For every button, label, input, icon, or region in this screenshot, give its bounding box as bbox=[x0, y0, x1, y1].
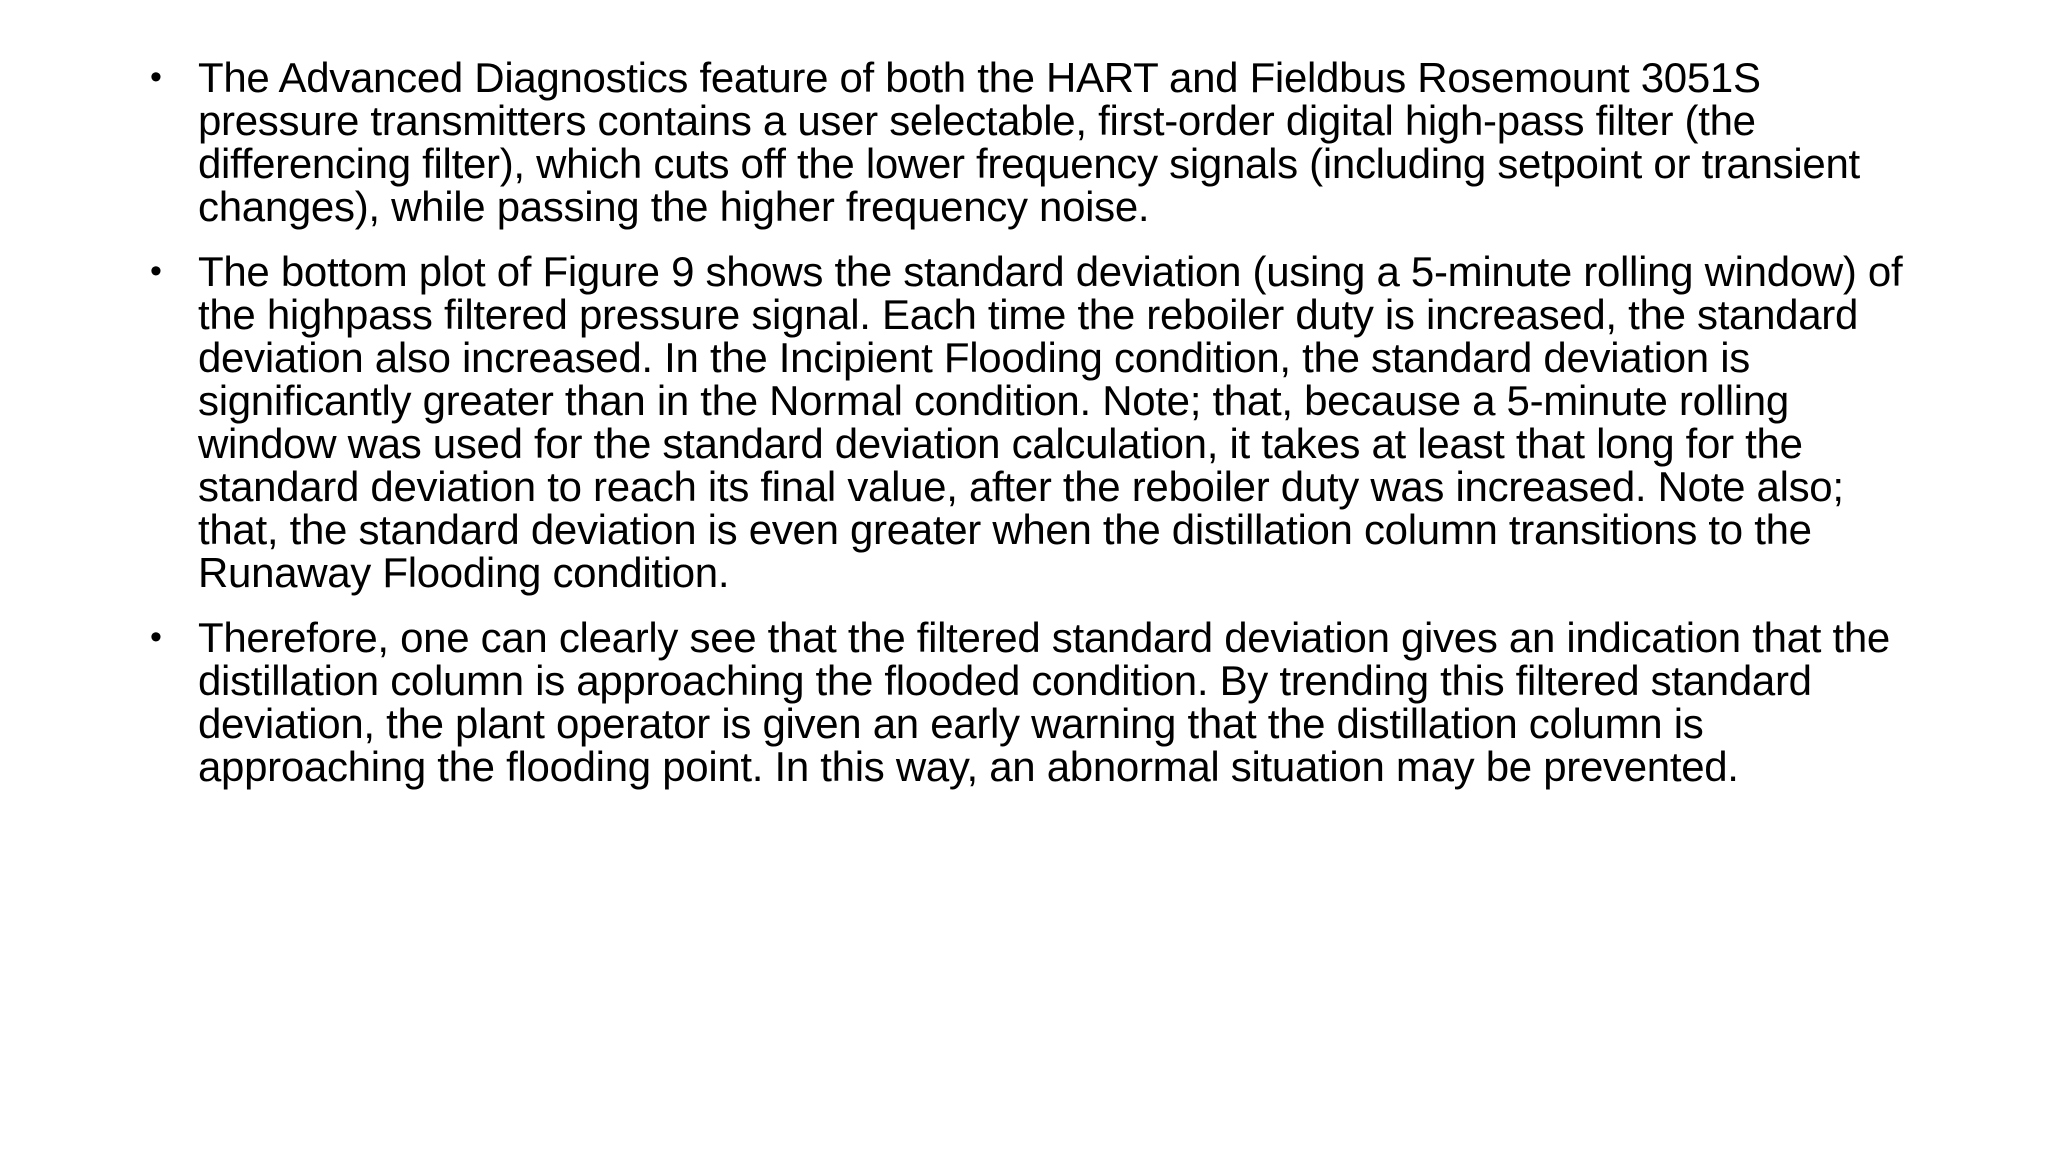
bullet-text: Therefore, one can clearly see that the filtered standard deviation gives an indication that the distillation column is approaching the flooded condition. By trending this filtered standard deviation, the plant operator is given an early warning that the distillation column is approaching the flooding point. In this way, an abnormal situation may be prevented. bbox=[198, 614, 1890, 790]
bullet-icon: • bbox=[150, 252, 162, 290]
bullet-list bbox=[150, 56, 1910, 810]
bullet-icon: • bbox=[150, 618, 162, 656]
bullet-item-standard-deviation-plot bbox=[150, 250, 1910, 594]
bullet-icon: • bbox=[150, 58, 162, 96]
bullet-item-conclusion bbox=[150, 616, 1910, 788]
bullet-text: The bottom plot of Figure 9 shows the standard deviation (using a 5-minute rolling window) of the highpass filtered pressure signal. Each time the reboiler duty is increased, the standard deviation also increased. In the Incipient Flooding condition, the standard deviation is significantly greater than in the Normal condition. Note; that, because a 5-minute rolling window was used for the standard deviation calculation, it takes at least that long for the standard deviation to reach its final value, after the reboiler duty was increased. Note also; that, the standard deviation is even greater when the distillation column transitions to the Runaway Flooding condition. bbox=[198, 248, 1903, 596]
bullet-item-filter-description bbox=[150, 56, 1910, 228]
bullet-text: The Advanced Diagnostics feature of both the HART and Fieldbus Rosemount 3051S pressure transmitters contains a user selectable, first-order digital high-pass filter (the differencing filter), which cuts off the lower frequency signals (including setpoint or transient changes), while passing the higher frequency noise. bbox=[198, 54, 1860, 230]
